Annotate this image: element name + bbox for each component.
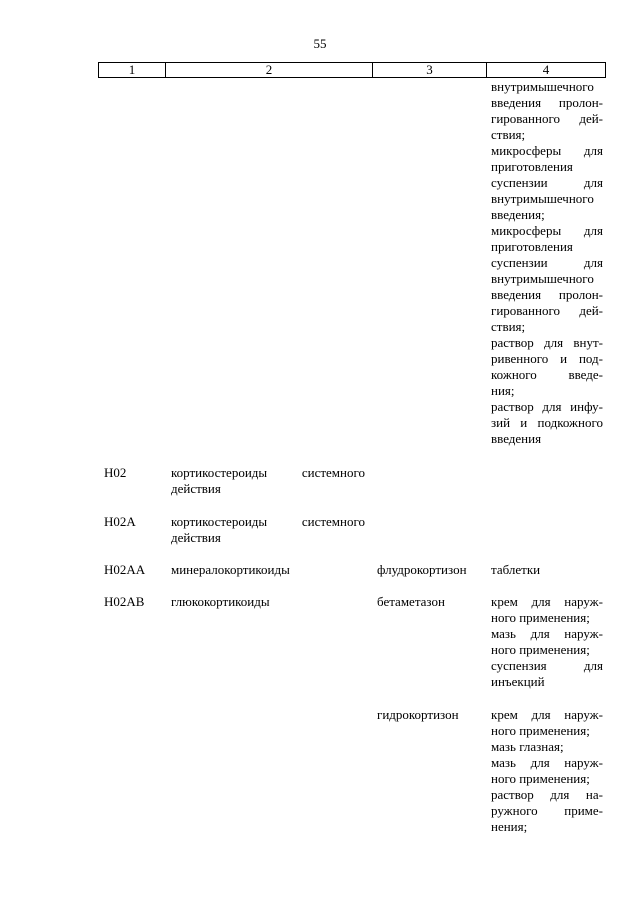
name-line: кортикостероиды системного — [171, 514, 365, 529]
name-line: действия — [171, 530, 221, 545]
column-header-1: 1 — [99, 63, 166, 78]
form-line: внутримышечного — [491, 191, 594, 206]
form-line: нения; — [491, 819, 528, 834]
form-line: гированного дей- — [491, 111, 603, 126]
form-line: введения — [491, 431, 542, 446]
form-line: ного применения; — [491, 771, 590, 786]
form-line: внутримышечного — [491, 271, 594, 286]
drug-name: флудрокортизон — [377, 562, 467, 577]
form-line: зий и подкожного — [491, 415, 603, 430]
form-line: раствор для на- — [491, 787, 603, 802]
page-number: 55 — [313, 36, 327, 51]
atc-code: H02AA — [104, 562, 146, 577]
continuation-forms — [491, 79, 603, 447]
form-line: мазь глазная; — [491, 739, 564, 754]
form-line: таблетки — [491, 562, 541, 577]
form-line: крем для наруж- — [491, 594, 603, 609]
form-line: кожного введе- — [491, 367, 603, 382]
column-header-3: 3 — [373, 63, 487, 78]
form-line: гированного дей- — [491, 303, 603, 318]
dosage-forms — [491, 562, 603, 578]
form-line: приготовления — [491, 159, 573, 174]
form-line: раствор для инфу- — [491, 399, 603, 414]
form-line: суспензия для — [491, 658, 603, 673]
form-line: введения пролон- — [491, 95, 603, 110]
form-line: ного применения; — [491, 642, 590, 657]
form-line: суспензии для — [491, 175, 603, 190]
form-line: инъекций — [491, 674, 545, 689]
form-line: ния; — [491, 383, 515, 398]
form-line: мазь для наруж- — [491, 755, 603, 770]
form-line: микросферы для — [491, 223, 603, 238]
atc-code: H02 — [104, 465, 127, 480]
atc-group-name — [171, 514, 365, 546]
column-header-4: 4 — [487, 63, 606, 78]
atc-group-name — [171, 465, 365, 497]
drug-name: гидрокортизон — [377, 707, 459, 722]
dosage-forms — [491, 594, 603, 690]
dosage-forms — [491, 707, 603, 835]
form-line: ного применения; — [491, 723, 590, 738]
form-line: суспензии для — [491, 255, 603, 270]
form-line: ствия; — [491, 127, 526, 142]
atc-code: H02A — [104, 514, 136, 529]
name-line: глюкокортикоиды — [171, 594, 270, 609]
form-line: введения пролон- — [491, 287, 603, 302]
form-line: ружного приме- — [491, 803, 603, 818]
drug-name: бетаметазон — [377, 594, 445, 609]
form-line: ствия; — [491, 319, 526, 334]
atc-group-name — [171, 594, 365, 610]
name-line: минералокортикоиды — [171, 562, 290, 577]
column-header-table — [98, 62, 606, 78]
form-line: раствор для внут- — [491, 335, 603, 350]
form-line: ривенного и под- — [491, 351, 603, 366]
form-line: мазь для наруж- — [491, 626, 603, 641]
atc-code: H02AB — [104, 594, 145, 609]
column-header-2: 2 — [166, 63, 373, 78]
name-line: действия — [171, 481, 221, 496]
form-line: ного применения; — [491, 610, 590, 625]
form-line: микросферы для — [491, 143, 603, 158]
form-line: введения; — [491, 207, 545, 222]
form-line: крем для наруж- — [491, 707, 603, 722]
form-line: приготовления — [491, 239, 573, 254]
form-line: внутримышечного — [491, 79, 594, 94]
atc-group-name — [171, 562, 365, 578]
name-line: кортикостероиды системного — [171, 465, 365, 480]
